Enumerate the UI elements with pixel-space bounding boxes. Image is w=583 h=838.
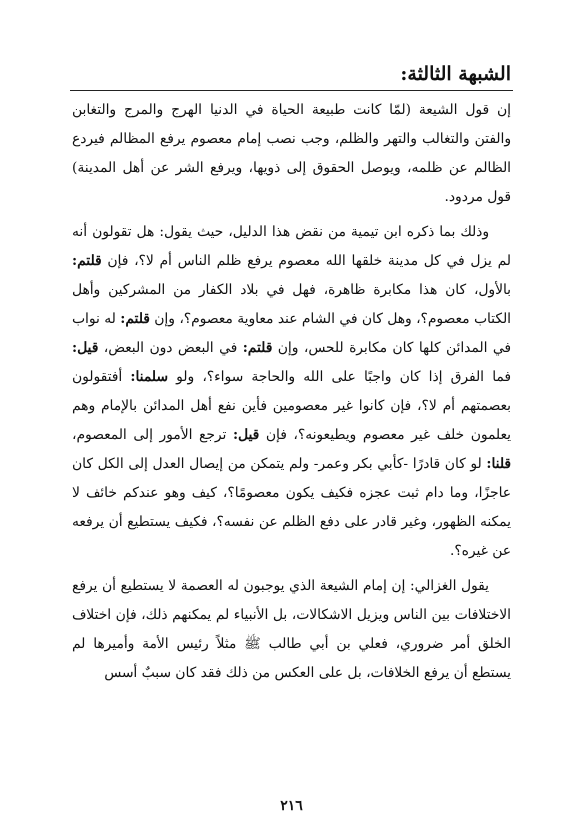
bold-term: قلنا:	[486, 456, 511, 472]
paragraph-text: في البعض دون البعض،	[98, 340, 243, 356]
paragraph-1	[72, 96, 511, 212]
bold-term: سلمنا:	[130, 369, 168, 385]
paragraph-2	[72, 218, 511, 566]
paragraph-text: أفتقولون بعصمتهم أم لا؟، فإن كانوا غير معصومين فأين نفع أهل المدائن بالإمام وهم يعلمون خلف غير معصوم ويطيعونه؟، فإن	[72, 369, 511, 443]
page-number: ٢١٦	[280, 798, 303, 814]
bold-term: قلتم:	[72, 253, 102, 269]
body-text	[72, 96, 511, 688]
paragraph-text: فما الفرق إذا كان واجبًا على الله والحاجة سواء؟، ولو	[167, 369, 511, 385]
bold-term: قلتم:	[120, 311, 150, 327]
bold-term: قيل:	[232, 427, 260, 443]
paragraph-text: لو كان قادرًا -كأبي بكر وعمر- ولم يتمكن من إيصال العدل إلى الكل كان عاجزًا، وما دام ثبت عجزه فكيف يكون معصومًا؟، كيف وهو عندكم خائف لا يمكنه الظهور، وغير قادر على دفع الظلم عن نفسه؟، فكيف يستطيع أن يرفعه عن غيره؟.	[72, 456, 511, 559]
bold-term: قلتم:	[242, 340, 273, 356]
paragraph-text: ترجع الأمور إلى المعصوم،	[72, 427, 233, 443]
paragraph-text: وذلك بما ذكره ابن تيمية من نقض هذا الدليل، حيث يقول: هل تقولون أنه لم يزل في كل مدينة خلقها الله معصوم يرفع ظلم الناس أم لا؟، فإن	[72, 224, 511, 269]
bold-term: قيل:	[72, 340, 99, 356]
section-heading: الشبهة الثالثة:	[400, 63, 511, 85]
paragraph-text: بالأول، كان هذا مكابرة ظاهرة، فهل في بلاد الكفار من المشركين وأهل الكتاب معصوم؟، وهل كان في الشام عند معاوية معصوم؟، وإن	[72, 282, 511, 327]
paragraph-text: له نواب في المدائن كلها كان مكابرة للحس، وإن	[72, 311, 511, 356]
heading-underline	[70, 90, 513, 91]
paragraph-text: إن قول الشيعة (لمّا كانت طبيعة الحياة في الدنيا الهرج والمرج والتغابن والفتن والتغالب والتهر والظلم، وجب نصب إمام معصوم يرفع المظالم فيردع الظالم عن ظلمه، ويوصل الحقوق إلى ذويها، ويرفع الشر عن أهل المدينة) قول مردود.	[72, 102, 511, 205]
paragraph-text: يقول الغزالي: إن إمام الشيعة الذي يوجبون له العصمة لا يستطيع أن يرفع الاختلافات بين الناس ويزيل الاشكالات، بل الأنبياء لم يمكنهم ذلك، فإن اختلاف الخلق أمر ضروري، فعلي بن أبي طالب ﷺ مثلاً رئيس الأمة وأميرها لم يستطع أن يرفع الخلافات، بل على العكس من ذلك فقد كان سببٌ أسس	[72, 578, 511, 681]
paragraph-3	[72, 572, 511, 688]
